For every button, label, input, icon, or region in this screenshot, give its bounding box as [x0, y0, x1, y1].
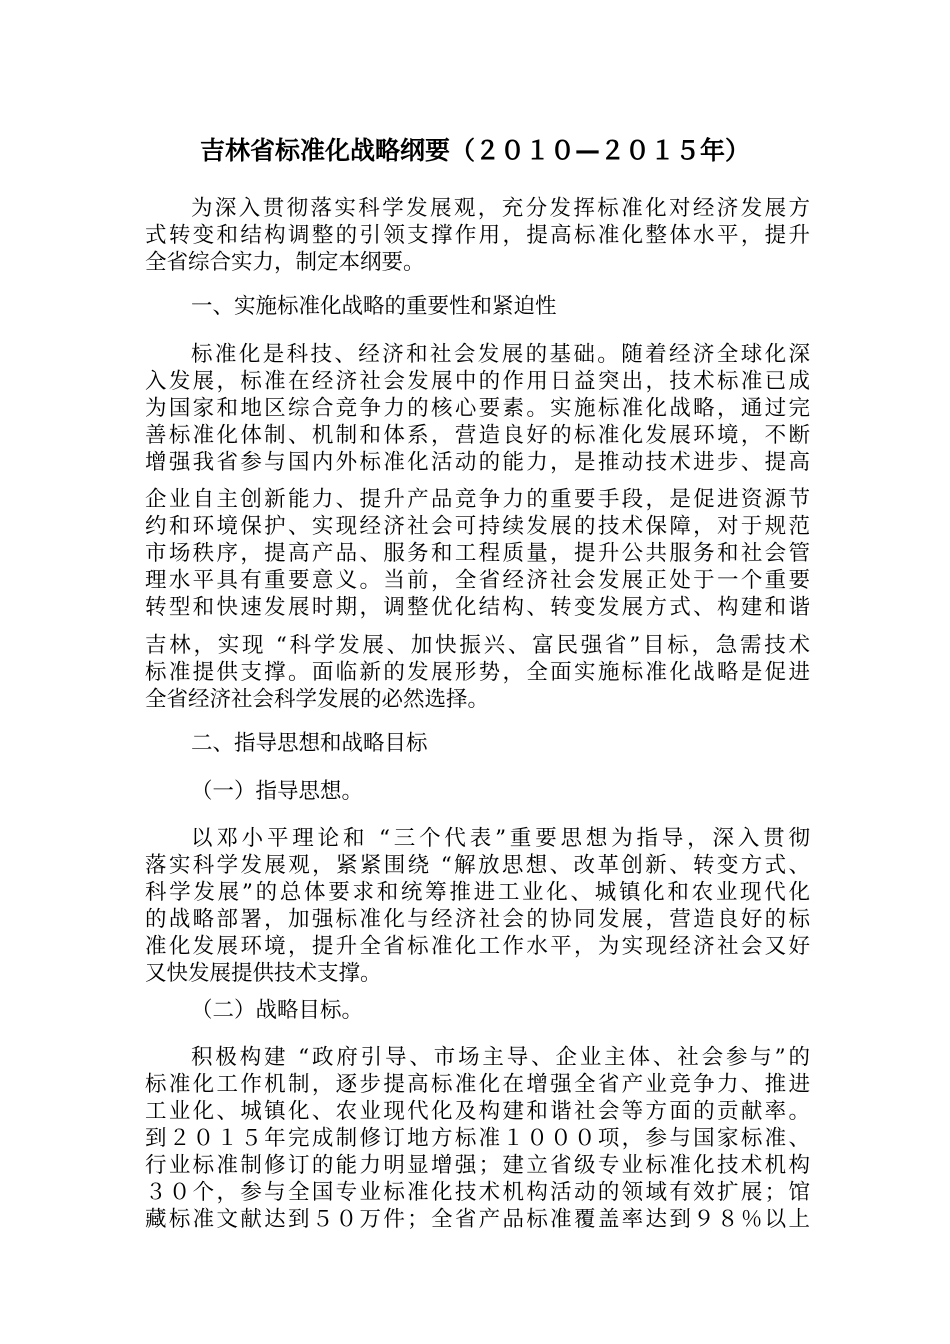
- text-line: 标准化工作机制，逐步提高标准化在增强全省产业竞争力、推进: [145, 1072, 810, 1097]
- text-line: 入发展，标准在经济社会发展中的作用日益突出，技术标准已成: [145, 369, 810, 394]
- text-line: 市场秩序，提高产品、服务和工程质量，提升公共服务和社会管: [145, 541, 810, 566]
- text-line: 理水平具有重要意义。当前，全省经济社会发展正处于一个重要: [145, 568, 810, 593]
- guiding-ideology-paragraph: [145, 825, 810, 987]
- text-line: 为深入贯彻落实科学发展观，充分发挥标准化对经济发展方: [191, 196, 810, 221]
- strategic-goals-paragraph: [145, 1044, 810, 1233]
- text-line: 全省综合实力，制定本纲要。: [145, 250, 425, 275]
- section-heading-2: 二、指导思想和战略目标: [191, 731, 428, 756]
- section1-paragraph-part1: [145, 341, 810, 476]
- text-line: 式转变和结构调整的引领支撑作用，提高标准化整体水平，提升: [145, 223, 810, 248]
- section-heading-1: 一、实施标准化战略的重要性和紧迫性: [191, 294, 557, 319]
- text-line: 吉林，实现 “科学发展、加快振兴、富民强省”目标，急需技术: [145, 633, 810, 658]
- text-line: 增强我省参与国内外标准化活动的能力，是推动技术进步、提高: [145, 450, 810, 475]
- text-line: 约和环境保护、实现经济社会可持续发展的技术保障，对于规范: [145, 514, 810, 539]
- text-line: 以邓小平理论和 “三个代表”重要思想为指导，深入贯彻: [191, 826, 810, 851]
- text-line: 又快发展提供技术支撑。: [145, 961, 382, 986]
- text-line: 标准提供支撑。面临新的发展形势，全面实施标准化战略是促进: [145, 660, 810, 685]
- text-line: 积极构建 “政府引导、市场主导、企业主体、社会参与”的: [191, 1045, 810, 1070]
- text-line: 落实科学发展观，紧紧围绕 “解放思想、改革创新、转变方式、: [145, 853, 810, 878]
- text-line: 行业标准制修订的能力明显增强；建立省级专业标准化技术机构: [145, 1153, 810, 1178]
- text-line: 为国家和地区综合竞争力的核心要素。实施标准化战略，通过完: [145, 396, 810, 421]
- text-line: ３０个，参与全国专业标准化技术机构活动的领域有效扩展；馆: [145, 1180, 810, 1205]
- text-line: 的战略部署，加强标准化与经济社会的协同发展，营造良好的标: [145, 907, 810, 932]
- text-line: 全省经济社会科学发展的必然选择。: [145, 687, 490, 712]
- section1-paragraph-part3: [145, 632, 810, 713]
- text-line: 工业化、城镇化、农业现代化及构建和谐社会等方面的贡献率。: [145, 1099, 810, 1124]
- text-line: 善标准化体制、机制和体系，营造良好的标准化发展环境，不断: [145, 423, 810, 448]
- text-line: 准化发展环境，提升全省标准化工作水平，为实现经济社会又好: [145, 934, 810, 959]
- subsection-heading-1: （一）指导思想。: [191, 779, 364, 804]
- subsection-heading-2: （二）战略目标。: [191, 998, 364, 1023]
- text-line: 藏标准文献达到５０万件；全省产品标准覆盖率达到９８％以上: [145, 1207, 810, 1232]
- text-line: 企业自主创新能力、提升产品竞争力的重要手段，是促进资源节: [145, 487, 810, 512]
- text-line: 科学发展”的总体要求和统筹推进工业化、城镇化和农业现代化: [145, 880, 810, 905]
- intro-paragraph: [145, 195, 810, 276]
- text-line: 标准化是科技、经济和社会发展的基础。随着经济全球化深: [191, 342, 810, 367]
- section1-paragraph-part2: [145, 486, 810, 621]
- document-title: 吉林省标准化战略纲要（２０１０—２０１５年）: [199, 136, 750, 165]
- text-line: 到２０１５年完成制修订地方标准１０００项，参与国家标准、: [145, 1126, 810, 1151]
- text-line: 转型和快速发展时期，调整优化结构、转变发展方式、构建和谐: [145, 595, 810, 620]
